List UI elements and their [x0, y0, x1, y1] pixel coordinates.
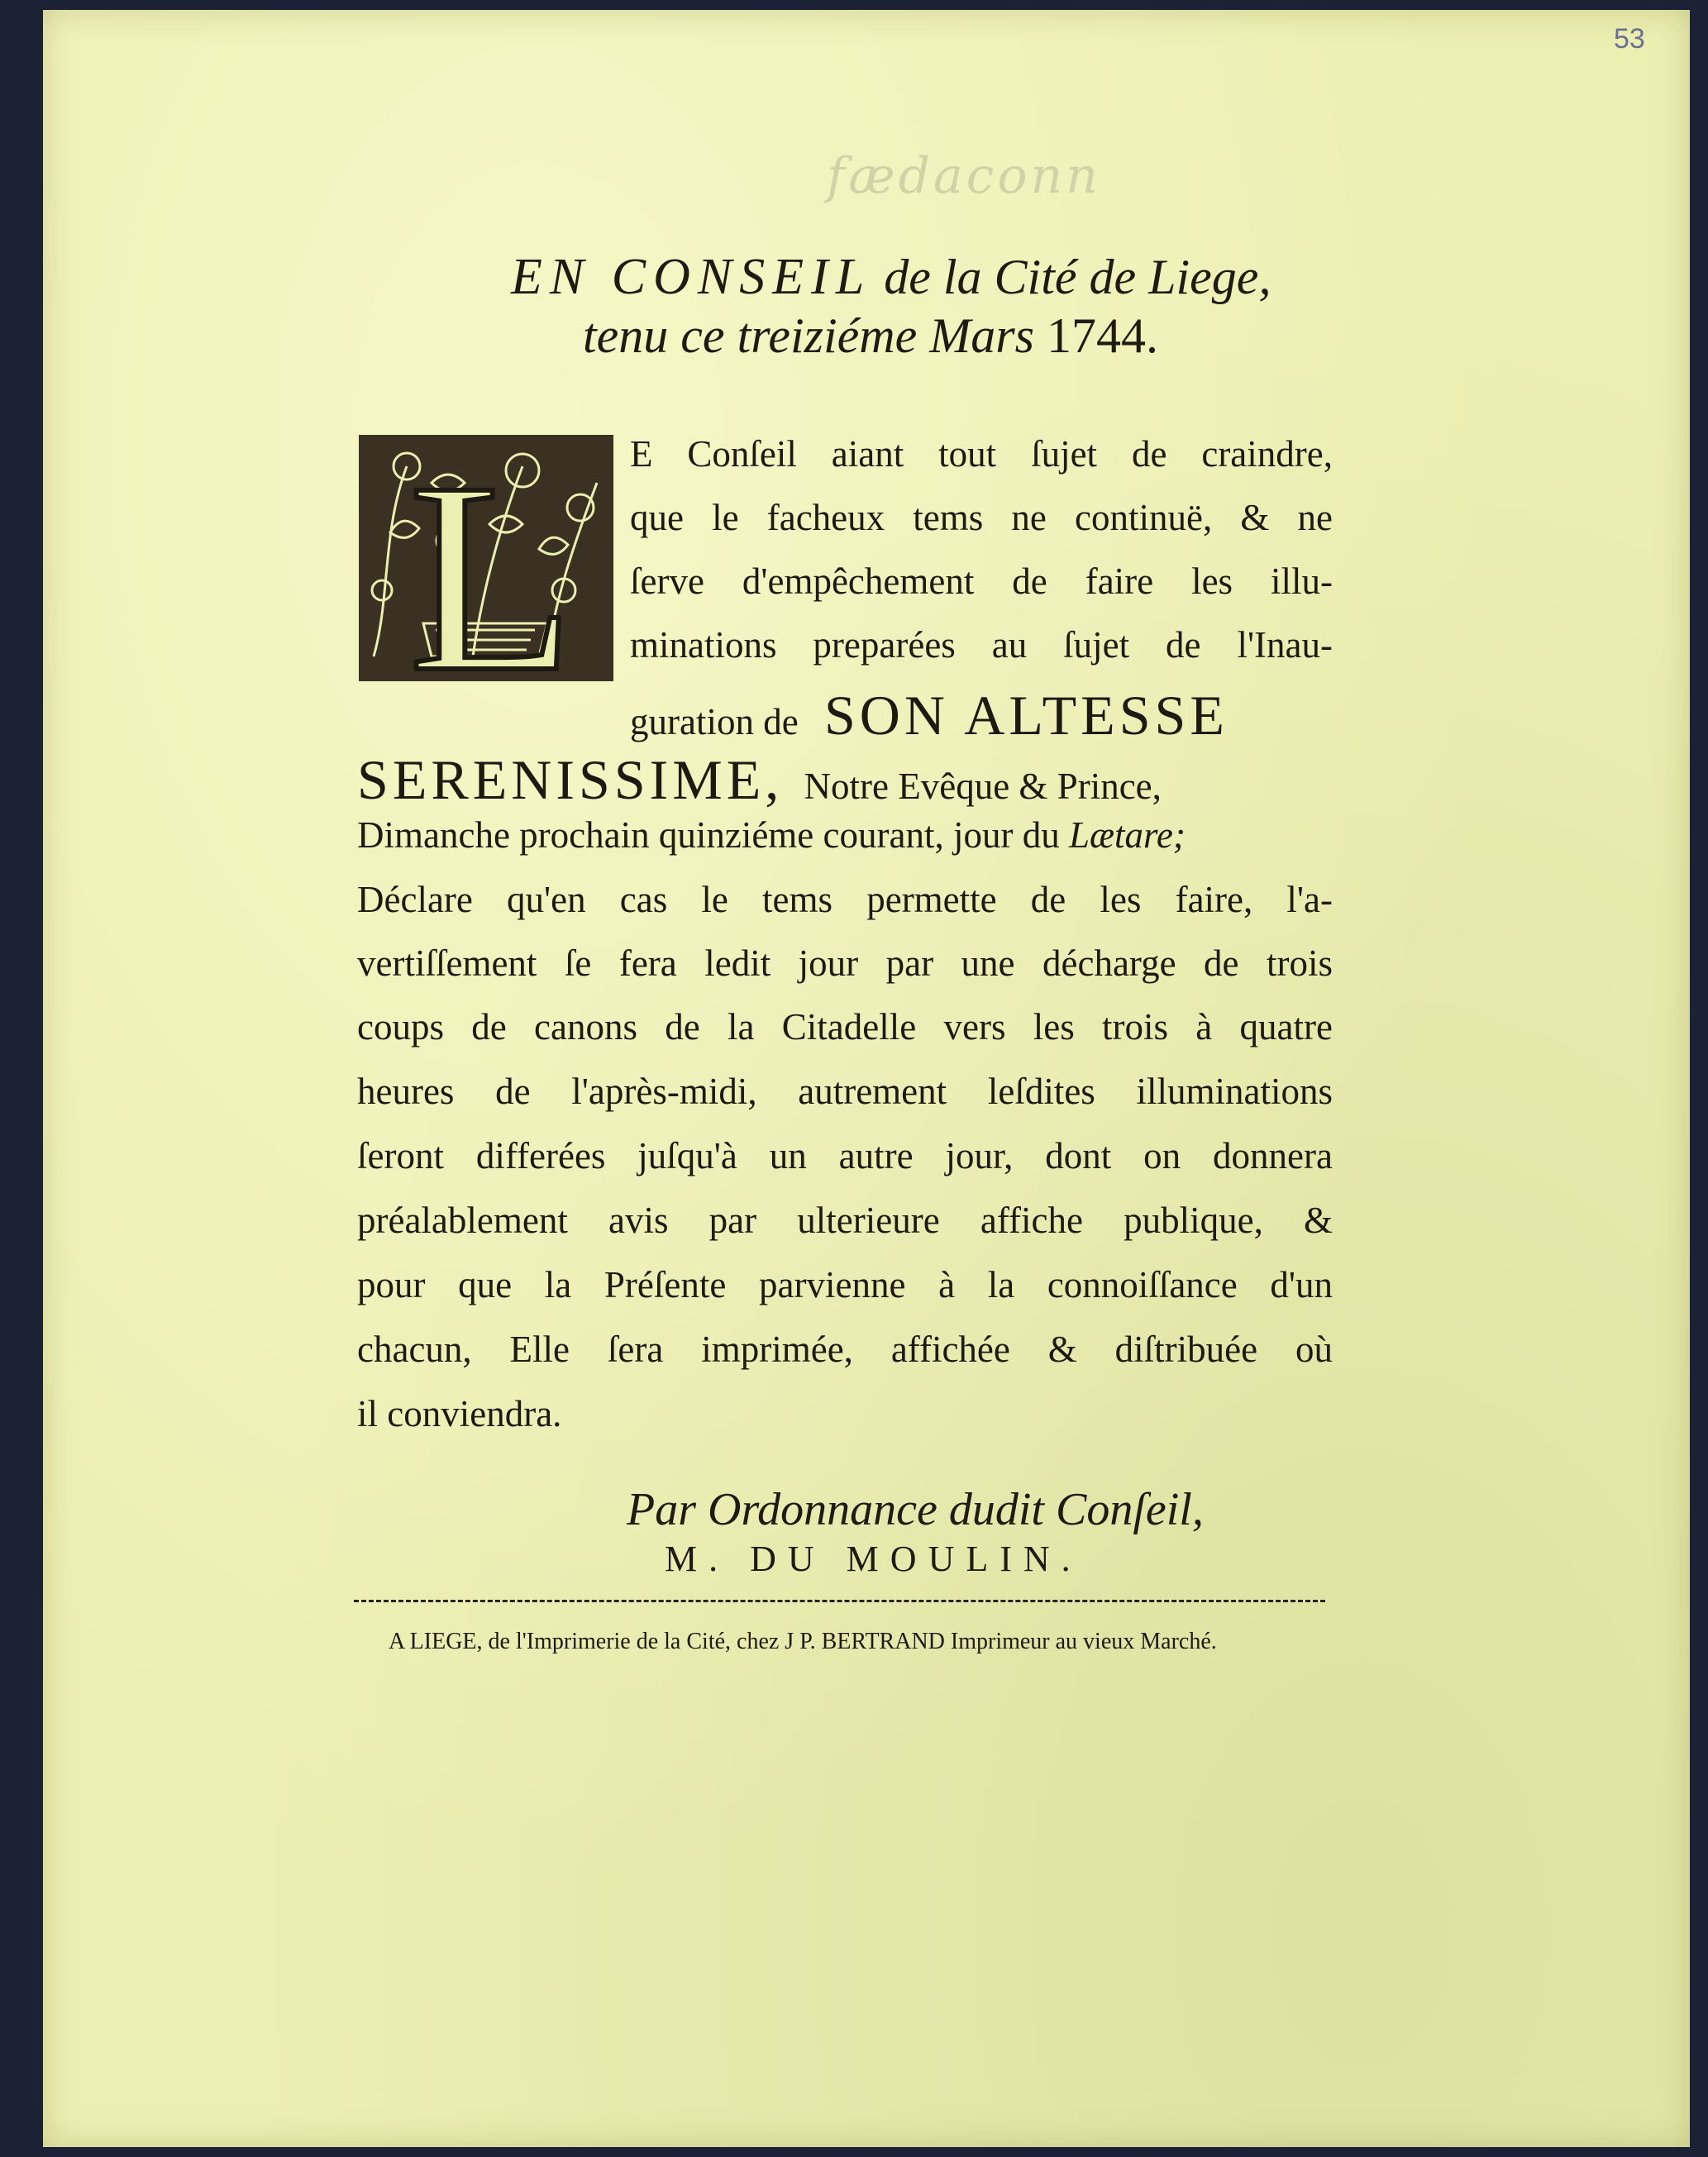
header-date: tenu ce treiziéme Mars	[583, 308, 1034, 363]
body-line-16: il conviendra.	[357, 1393, 562, 1434]
body-line-2: que le facheux tems ne continuë, & ne	[630, 497, 1333, 538]
body-line-5-caps: SON ALTESSE	[823, 684, 1229, 747]
body-line-4: minations preparées au ſujet de l'Inau-	[630, 624, 1333, 666]
header-caps: EN CONSEIL	[511, 249, 872, 305]
folio-number: 53	[1614, 23, 1645, 55]
signature-line-2: M. DU MOULIN.	[665, 1539, 1082, 1579]
body-line-12: ſeront differées juſqu'à un autre jour, dont on donnera	[357, 1135, 1333, 1176]
pencil-note: fædaconn	[827, 147, 1101, 205]
body-line-5	[630, 683, 1229, 748]
printer-imprint: A LIEGE, de l'Imprimerie de la Cité, chez J P. BERTRAND Imprimeur au vieux Marché.	[389, 1629, 1217, 1654]
body-line-15: chacun, Elle ſera imprimée, affichée & diſtribuée où	[357, 1329, 1333, 1370]
body-line-7-start: Dimanche prochain quinziéme courant, jour du	[357, 814, 1060, 856]
body-line-1: E Conſeil aiant tout ſujet de craindre,	[630, 433, 1333, 475]
body-line-9: vertiſſement ſe fera ledit jour par une décharge de trois	[357, 942, 1333, 984]
header-rest: de la Cité de Liege,	[884, 250, 1271, 304]
body-line-3: ſerve d'empêchement de faire les illu-	[630, 561, 1333, 602]
body-line-10: coups de canons de la Citadelle vers les trois à quatre	[357, 1006, 1333, 1047]
body-line-8: Déclare qu'en cas le tems permette de les faire, l'a-	[357, 879, 1333, 920]
header-line-1	[511, 248, 1271, 307]
body-line-6-caps: SERENISSIME,	[357, 748, 784, 811]
header-line-2	[583, 308, 1158, 365]
body-line-6-rest: Notre Evêque & Prince,	[804, 766, 1162, 807]
body-line-7	[357, 814, 1186, 857]
signature-line-1: Par Ordonnance dudit Conſeil,	[627, 1484, 1204, 1535]
body-line-7-italic: Lætare;	[1068, 814, 1186, 856]
body-line-13: préalablement avis par ulterieure affiche publique, &	[357, 1200, 1333, 1241]
body-line-6	[357, 747, 1162, 813]
decorated-initial	[357, 433, 615, 683]
body-line-14: pour que la Préſente parvienne à la connoiſſance d'un	[357, 1264, 1333, 1305]
header-year: 1744.	[1046, 308, 1158, 363]
initial-letter: L	[408, 433, 575, 683]
body-line-5-start: guration de	[630, 701, 799, 742]
divider-rule	[354, 1600, 1325, 1602]
body-line-11: heures de l'après-midi, autrement leſdites illuminations	[357, 1071, 1333, 1112]
